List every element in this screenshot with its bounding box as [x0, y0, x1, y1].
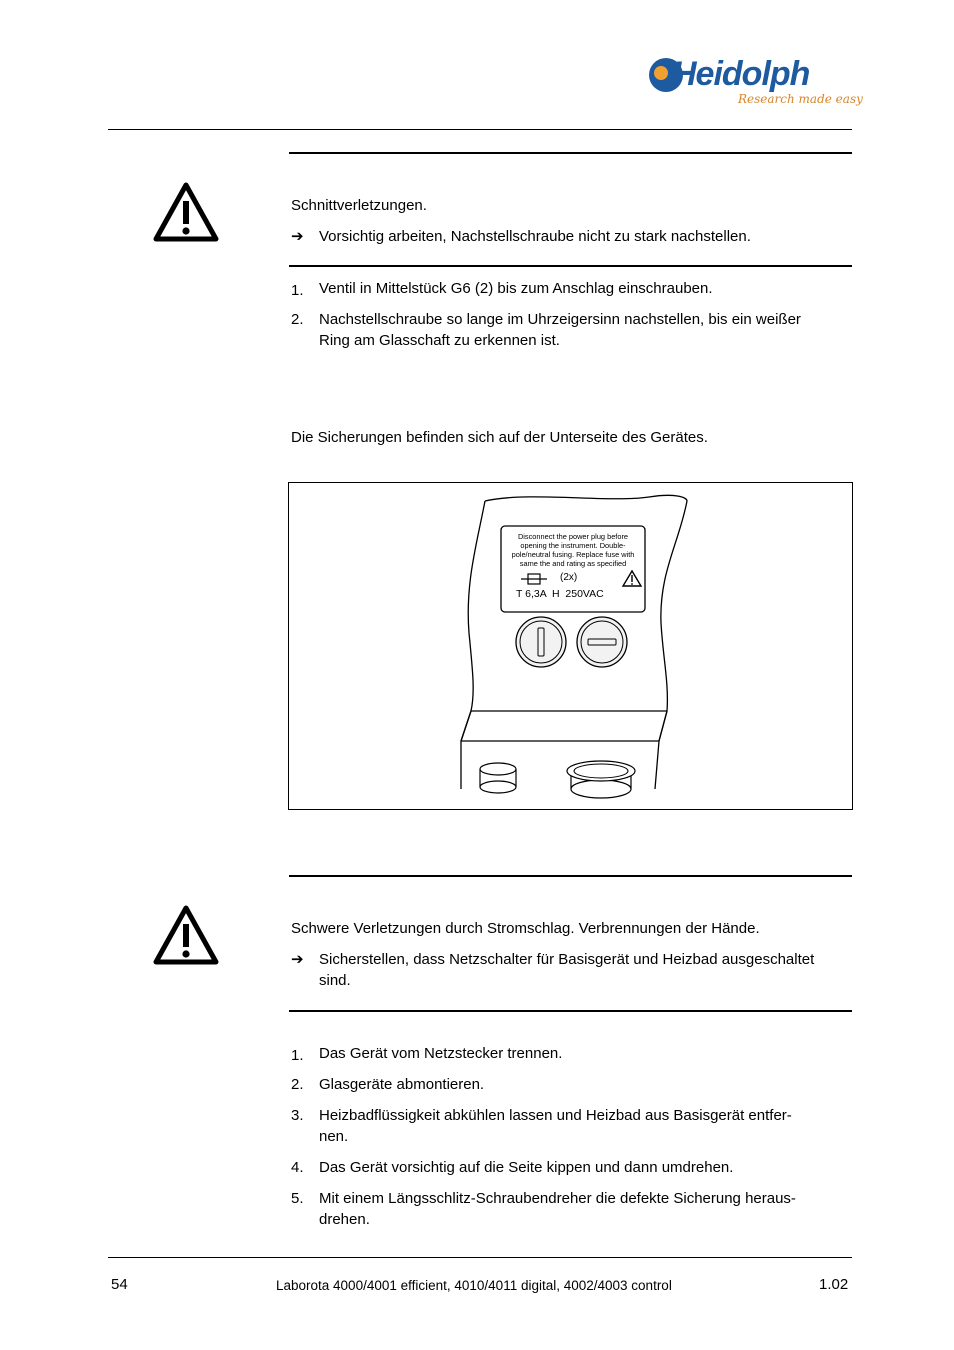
- arrow-bullet-icon: ➔: [291, 228, 304, 245]
- warning-2-action-continued: sind.: [319, 972, 351, 989]
- fuse-count: (2x): [560, 572, 578, 583]
- arrow-bullet-icon: ➔: [291, 951, 304, 968]
- warning-2-text: Schwere Verletzungen durch Stromschlag. Verbrennungen der Hände.: [291, 920, 760, 937]
- page-number: 54: [111, 1276, 128, 1293]
- step-number: 2.: [291, 1076, 304, 1093]
- fuse-intro-text: Die Sicherungen befinden sich auf der Unterseite des Gerätes.: [291, 429, 708, 446]
- fuse-figure: [288, 482, 853, 810]
- warning-2-action: Sicherstellen, dass Netzschalter für Basisgerät und Heizbad ausgeschaltet: [319, 951, 815, 968]
- step-text-continued: nen.: [319, 1128, 349, 1145]
- fuse-label-line: pole/neutral fusing. Replace fuse with: [511, 550, 635, 559]
- warning-triangle-icon: [152, 181, 220, 243]
- step-text-continued: Ring am Glasschaft zu erkennen ist.: [319, 332, 560, 349]
- warning-triangle-icon: [152, 904, 220, 966]
- logo-text: Heidolph: [672, 55, 810, 93]
- section-rule-3: [289, 875, 852, 877]
- section-rule-4: [289, 1010, 852, 1012]
- step-number: 3.: [291, 1107, 304, 1124]
- section-rule-2: [289, 265, 852, 267]
- fuse-label-line: opening the instrument. Double-: [520, 541, 626, 550]
- step-text: Nachstellschraube so lange im Uhrzeigersinn nachstellen, bis ein weißer: [319, 311, 801, 328]
- step-text: Ventil in Mittelstück G6 (2) bis zum Anschlag einschrauben.: [319, 280, 713, 297]
- step-number: 2.: [291, 311, 304, 328]
- fuse-rating: T 6,3A H 250VAC: [516, 588, 604, 600]
- step-text: Das Gerät vom Netzstecker trennen.: [319, 1045, 563, 1062]
- step-text: Mit einem Längsschlitz-Schraubendreher die defekte Sicherung heraus-: [319, 1190, 796, 1207]
- step-number: 5.: [291, 1190, 304, 1207]
- warning-1-text: Schnittverletzungen.: [291, 197, 427, 214]
- fuse-label-line: same the and rating as specified: [519, 559, 627, 568]
- step-number: 1.: [291, 1047, 304, 1064]
- document-version: 1.02: [819, 1276, 849, 1293]
- logo-tagline: Research made easy: [738, 92, 863, 106]
- step-text-continued: drehen.: [319, 1211, 370, 1228]
- step-number: 4.: [291, 1159, 304, 1176]
- step-text: Glasgeräte abmontieren.: [319, 1076, 485, 1093]
- step-text: Heizbadflüssigkeit abkühlen lassen und Heizbad aus Basisgerät entfer-: [319, 1107, 792, 1124]
- fuse-label-line: Disconnect the power plug before: [517, 532, 629, 541]
- fuse-label-text: [501, 532, 645, 568]
- step-text: Das Gerät vorsichtig auf die Seite kippen und dann umdrehen.: [319, 1159, 734, 1176]
- step-number: 1.: [291, 282, 304, 299]
- section-rule-1: [289, 152, 852, 154]
- document-title: Laborota 4000/4001 efficient, 4010/4011 digital, 4002/4003 control: [276, 1278, 672, 1293]
- footer-rule: [108, 1257, 852, 1258]
- header-rule: [108, 129, 852, 130]
- warning-1-action: Vorsichtig arbeiten, Nachstellschraube nicht zu stark nachstellen.: [319, 228, 751, 245]
